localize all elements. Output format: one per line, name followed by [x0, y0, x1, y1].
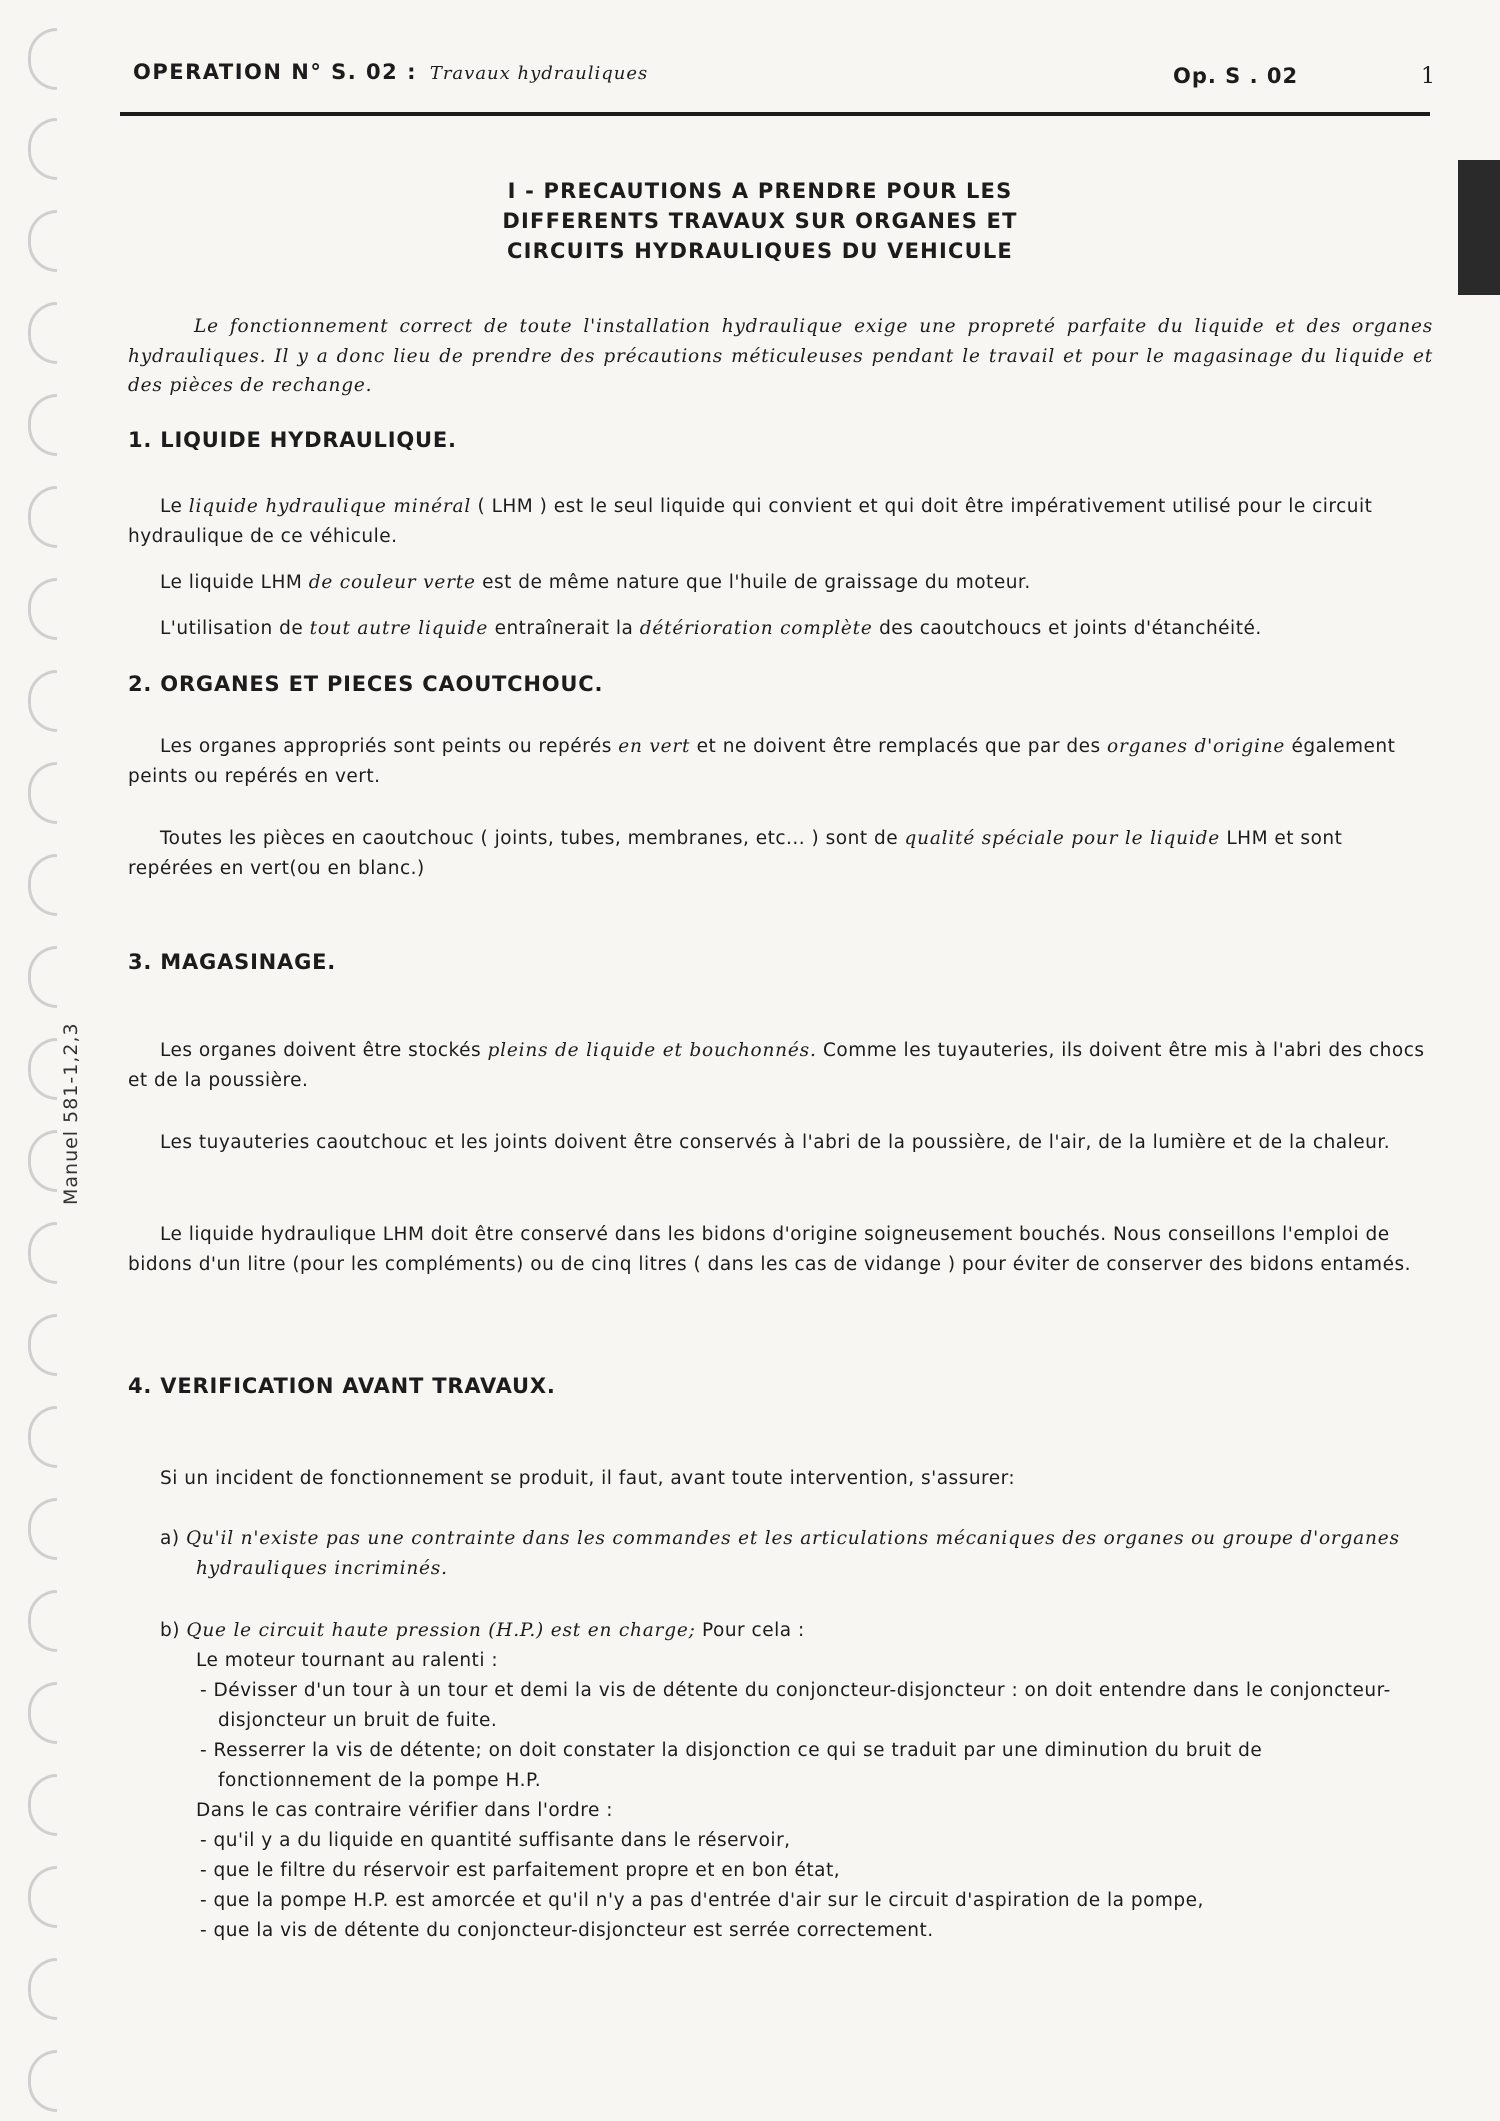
page-number: 1 — [1421, 64, 1435, 89]
binder-hole — [28, 1314, 57, 1376]
chapter-title — [350, 176, 1170, 266]
list-item: - que le filtre du réservoir est parfaitement propre et en bon état, — [200, 1860, 841, 1881]
s1-paragraph-2 — [128, 568, 1433, 598]
binder-hole — [28, 1866, 57, 1928]
operation-title — [133, 60, 648, 84]
emphasis-run: détérioration complète — [639, 618, 873, 639]
list-line: Le moteur tournant au ralenti : — [196, 1650, 499, 1671]
intro-paragraph: Le fonctionnement correct de toute l'installation hydraulique exige une propreté parfaite du liquide et des organes hydrauliques. Il y a donc lieu de prendre des précautions méticuleuses pendant le travail et pour le magasinage du liquide et des pièces de rechange. — [128, 316, 1433, 396]
chapter-title-line: CIRCUITS HYDRAULIQUES DU VEHICULE — [507, 239, 1013, 263]
section-heading-verification: 4. VERIFICATION AVANT TRAVAUX. — [128, 1374, 556, 1398]
emphasis-run: organes d'origine — [1107, 736, 1286, 757]
binder-hole — [28, 486, 57, 548]
binder-hole — [28, 28, 57, 90]
s3-paragraph-2: Les tuyauteries caoutchouc et les joints doivent être conservés à l'abri de la poussière, de l'air, de la lumière et de la chaleur. — [160, 1132, 1391, 1153]
item-label: b) — [160, 1620, 180, 1641]
emphasis-run: de couleur verte — [308, 572, 476, 593]
binder-hole — [28, 1498, 57, 1560]
text-run: est de même nature que l'huile de graissage du moteur. — [482, 572, 1031, 593]
text-run: également peints ou repérés en vert. — [128, 736, 1396, 787]
binder-hole — [28, 1958, 57, 2020]
section-heading-magasinage: 3. MAGASINAGE. — [128, 950, 337, 974]
header-rule — [120, 112, 1430, 116]
binder-hole — [28, 762, 57, 824]
binder-hole — [28, 210, 57, 272]
emphasis-run: Qu'il n'existe pas une contrainte dans les commandes et les articulations mécaniques des organes ou groupe d'organes hydrauliques incriminés. — [185, 1528, 1400, 1579]
s1-paragraph-1 — [128, 492, 1433, 552]
binder-hole — [28, 946, 57, 1008]
margin-manual-reference: Manuel 581-1,2,3 — [60, 1022, 82, 1205]
list-item: - Dévisser d'un tour à un tour et demi la vis de détente du conjoncteur-disjoncteur : on doit entendre dans le conjoncteur-disjoncteur un bruit de fuite. — [200, 1680, 1391, 1731]
binder-hole — [28, 394, 57, 456]
s1-paragraph-3 — [128, 614, 1433, 644]
s3-paragraph-3: Le liquide hydraulique LHM doit être conservé dans les bidons d'origine soigneusement bouchés. Nous conseillons l'emploi de bidons d'un litre (pour les compléments) ou de cinq litres ( dans les cas de vidange ) pour éviter de conserver des bidons entamés. — [128, 1224, 1411, 1275]
list-item: - qu'il y a du liquide en quantité suffisante dans le réservoir, — [200, 1830, 791, 1851]
binder-hole — [28, 1406, 57, 1468]
emphasis-run: qualité spéciale pour le liquide — [904, 828, 1220, 849]
binder-hole — [28, 1774, 57, 1836]
emphasis-run: en vert — [618, 736, 691, 757]
binder-hole — [28, 2050, 57, 2112]
list-item: - que la pompe H.P. est amorcée et qu'il n'y a pas d'entrée d'air sur le circuit d'aspiration de la pompe, — [200, 1890, 1204, 1911]
s2-paragraph-2 — [128, 824, 1433, 884]
text-run: LHM et sont repérées en vert(ou en blanc.) — [128, 828, 1343, 879]
text-run: Pour cela : — [702, 1620, 805, 1641]
text-run: Le liquide LHM — [160, 572, 303, 593]
section-thumb-tab — [1458, 160, 1500, 295]
text-run: Les organes appropriés sont peints ou repérés — [160, 736, 612, 757]
s4-item-b — [160, 1616, 1400, 1946]
text-run: entraînerait la — [494, 618, 634, 639]
binder-hole — [28, 1038, 57, 1100]
list-line: Dans le cas contraire vérifier dans l'ordre : — [196, 1800, 613, 1821]
emphasis-run: Que le circuit haute pression (H.P.) est en charge; — [186, 1620, 696, 1641]
text-run: L'utilisation de — [160, 618, 304, 639]
operation-number: OPERATION N° S. 02 : — [133, 60, 417, 84]
text-run: Les organes doivent être stockés — [160, 1040, 482, 1061]
s4-item-a — [160, 1524, 1400, 1584]
text-run: Toutes les pièces en caoutchouc ( joints, tubes, membranes, etc... ) sont de — [160, 828, 899, 849]
operation-code: Op. S . 02 — [1173, 64, 1299, 88]
binder-hole — [28, 302, 57, 364]
s2-paragraph-1 — [128, 732, 1433, 792]
text-run: ( LHM ) est le seul liquide qui convient et qui doit être impérativement utilisé pour le circuit hydraulique de ce véhicule. — [128, 496, 1373, 547]
emphasis-run: pleins de liquide et bouchonnés. — [487, 1040, 817, 1061]
text-run: des caoutchoucs et joints d'étanchéité. — [879, 618, 1262, 639]
text-run: Le — [160, 496, 183, 517]
list-item: - Resserrer la vis de détente; on doit constater la disjonction ce qui se traduit par une diminution du bruit de fonctionnement de la pompe H.P. — [200, 1740, 1263, 1791]
s3-paragraph-1 — [128, 1036, 1433, 1096]
chapter-title-line: DIFFERENTS TRAVAUX SUR ORGANES ET — [502, 209, 1018, 233]
binder-hole — [28, 1682, 57, 1744]
binder-hole — [28, 118, 57, 180]
item-label: a) — [160, 1528, 180, 1549]
list-item: - que la vis de détente du conjoncteur-disjoncteur est serrée correctement. — [200, 1920, 934, 1941]
binder-hole — [28, 670, 57, 732]
emphasis-run: tout autre liquide — [309, 618, 489, 639]
binder-hole — [28, 578, 57, 640]
s4-intro: Si un incident de fonctionnement se produit, il faut, avant toute intervention, s'assurer: — [160, 1468, 1016, 1489]
section-heading-organes: 2. ORGANES ET PIECES CAOUTCHOUC. — [128, 672, 604, 696]
chapter-title-line: I - PRECAUTIONS A PRENDRE POUR LES — [507, 179, 1013, 203]
section-heading-liquide: 1. LIQUIDE HYDRAULIQUE. — [128, 428, 457, 452]
binder-hole — [28, 1590, 57, 1652]
binder-hole — [28, 1222, 57, 1284]
operation-subject: Travaux hydrauliques — [429, 63, 649, 84]
binder-hole — [28, 1130, 57, 1192]
text-run: et ne doivent être remplacés que par des — [696, 736, 1101, 757]
page-header — [133, 60, 1435, 100]
text-run: Comme les tuyauteries, ils doivent être mis à l'abri des chocs et de la poussière. — [128, 1040, 1425, 1091]
binder-hole — [28, 854, 57, 916]
emphasis-run: liquide hydraulique minéral — [188, 496, 472, 517]
